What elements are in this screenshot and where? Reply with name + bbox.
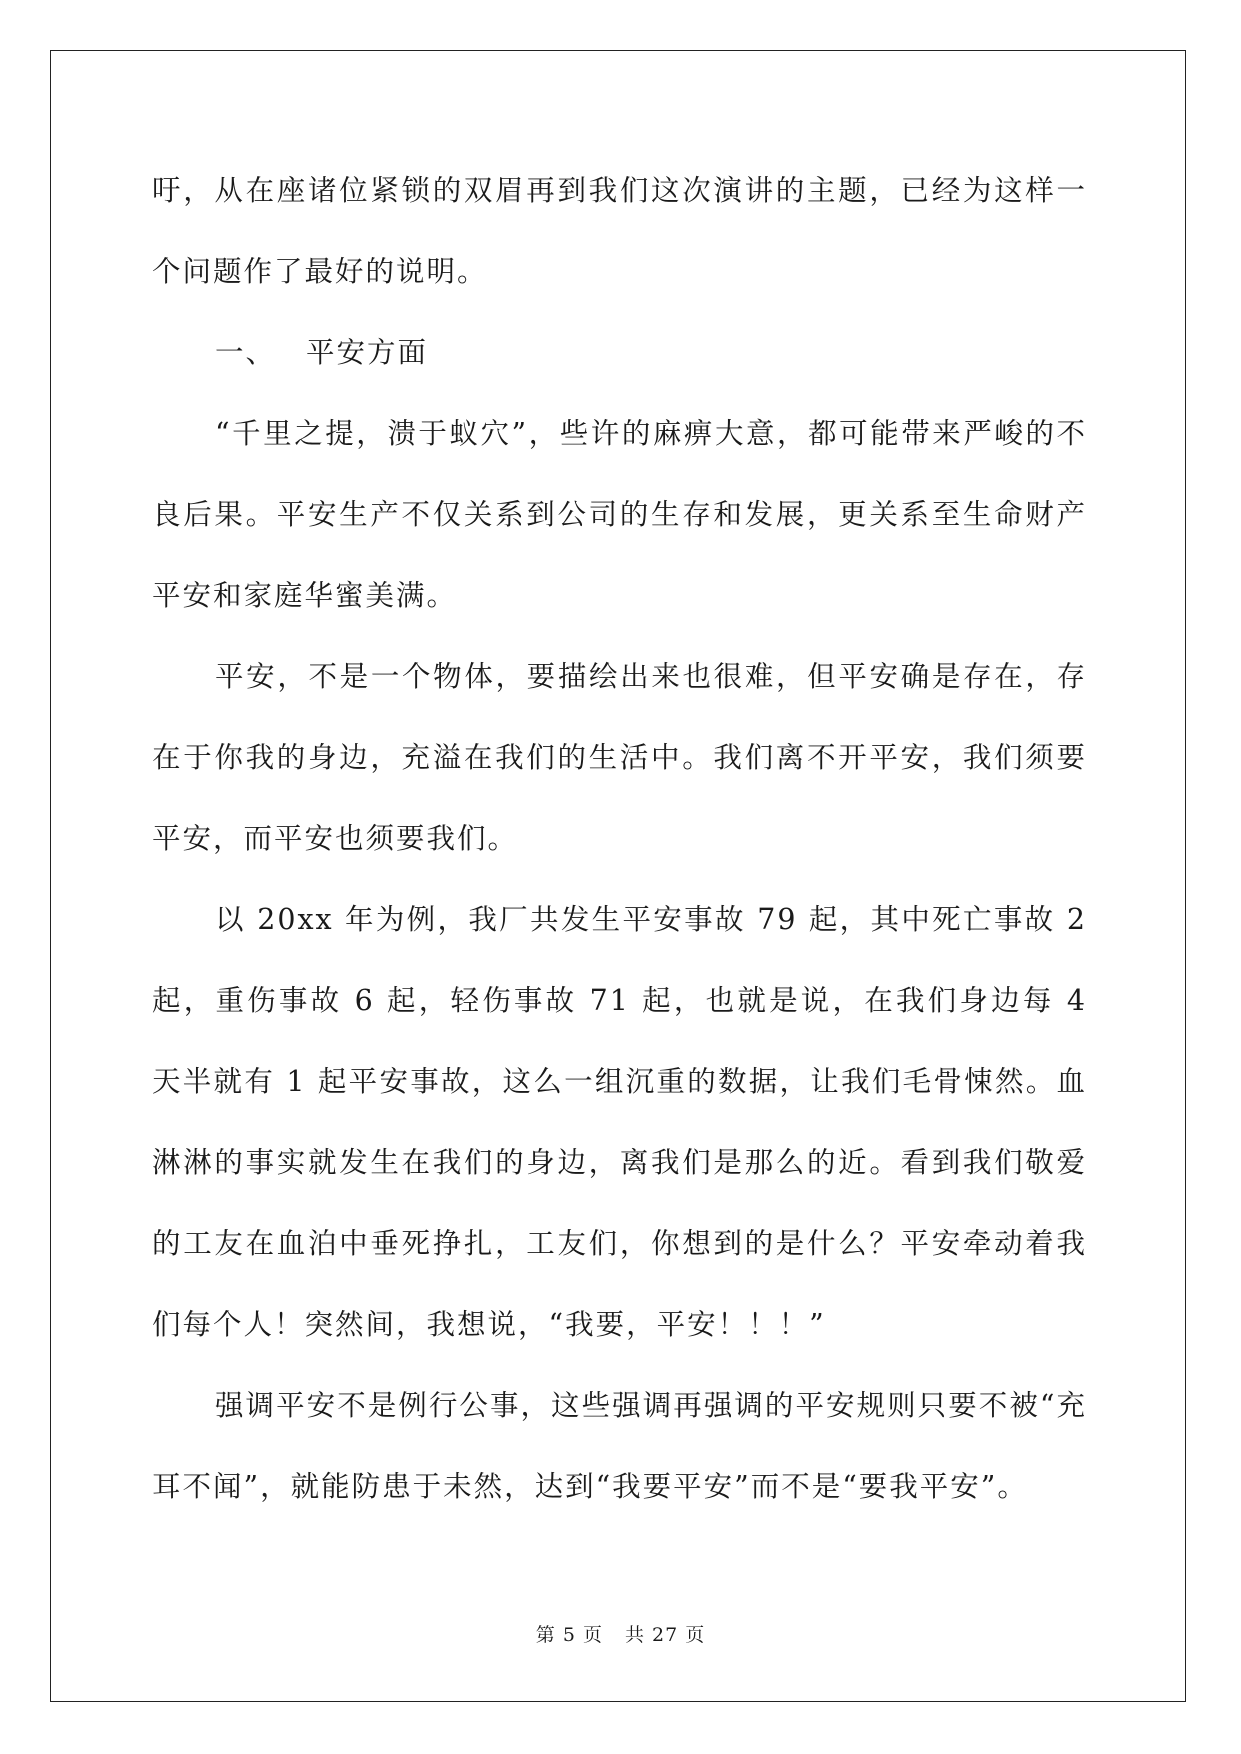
page-footer (0, 1620, 1241, 1647)
page-total: 共 27 页 (624, 1624, 706, 1646)
section-number: 一、 (215, 336, 277, 369)
section-title: 平安方面 (306, 336, 429, 369)
page-number: 第 5 页 (535, 1624, 603, 1646)
paragraph-continuation: 吁，从在座诸位紧锁的双眉再到我们这次演讲的主题，已经为这样一个问题作了最好的说明。 (152, 174, 1087, 288)
paragraph-accident-statistics: 以 20xx 年为例，我厂共发生平安事故 79 起，其中死亡事故 2 起，重伤事故 6 起，轻伤事故 71 起，也就是说，在我们身边每 4 天半就有 1 起平安事故，这么一组沉重的数据，让我们毛骨悚然。血淋淋的事实就发生在我们的身边，离我们是那么的近。看到我们敬爱的工友在血泊中垂死挣扎，工友们，你想到的是什么？平安牵动着我们每个人！突然间，我想说，“我要，平安！！！” (152, 903, 1087, 1341)
section-heading (152, 312, 1087, 393)
paragraph-safety-definition: 平安，不是一个物体，要描绘出来也很难，但平安确是存在，存在于你我的身边，充溢在我们的生活中。我们离不开平安，我们须要平安，而平安也须要我们。 (152, 660, 1087, 855)
paragraph-proverb: “千里之提，溃于蚁穴”，些许的麻痹大意，都可能带来严峻的不良后果。平安生产不仅关系到公司的生存和发展，更关系至生命财产平安和家庭华蜜美满。 (152, 417, 1087, 612)
paragraph-safety-rules: 强调平安不是例行公事，这些强调再强调的平安规则只要不被“充耳不闻”，就能防患于未然，达到“我要平安”而不是“要我平安”。 (152, 1389, 1087, 1503)
document-body (152, 150, 1087, 1527)
